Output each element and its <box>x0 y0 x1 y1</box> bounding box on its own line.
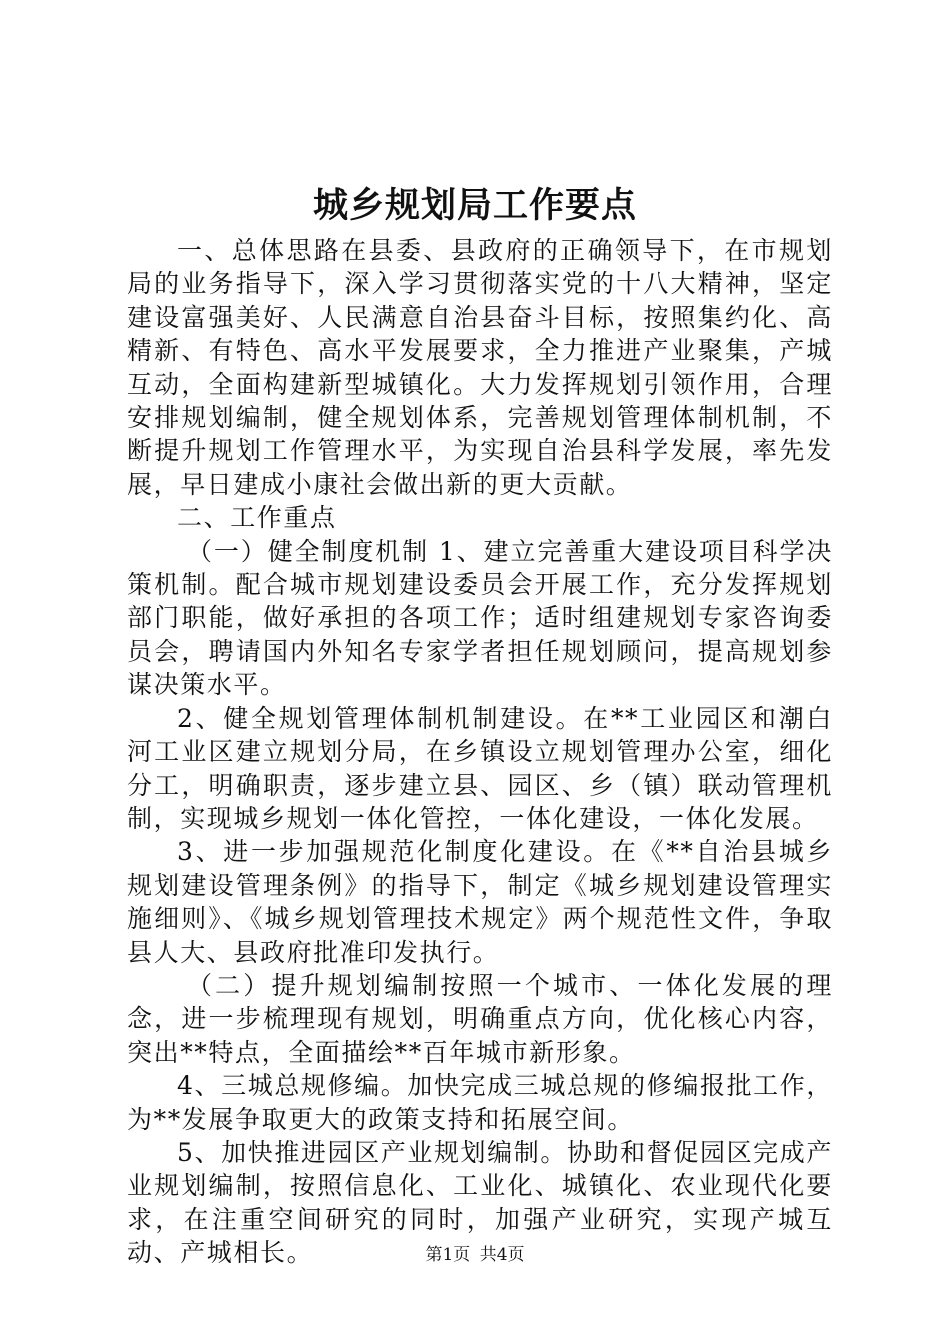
page-total: 共4页 <box>479 1245 525 1265</box>
paragraph-item-3: 3、进一步加强规范化制度化建设。在《**自治县城乡规划建设管理条例》的指导下，制定《城乡规划建设管理实施细则》、《城乡规划管理技术规定》两个规范性文件，争取县人大、县政府批准印发执行。 <box>127 837 833 967</box>
document-body <box>127 234 833 1270</box>
heading-work-focus: 二、工作重点 <box>177 503 337 533</box>
paragraph-section-2: （二）提升规划编制按照一个城市、一体化发展的理念，进一步梳理现有规划，明确重点方向，优化核心内容，突出**特点，全面描绘**百年城市新形象。 <box>127 970 833 1067</box>
paragraph-overall-approach: 一、总体思路在县委、县政府的正确领导下，在市规划局的业务指导下，深入学习贯彻落实党的十八大精神，坚定建设富强美好、人民满意自治县奋斗目标，按照集约化、高精新、有特色、高水平发展要求，全力推进产业聚集，产城互动，全面构建新型城镇化。大力发挥规划引领作用，合理安排规划编制，健全规划体系，完善规划管理体制机制，不断提升规划工作管理水平，为实现自治县科学发展，率先发展，早日建成小康社会做出新的更大贡献。 <box>127 236 833 499</box>
paragraph-item-4: 4、三城总规修编。加快完成三城总规的修编报批工作，为**发展争取更大的政策支持和拓展空间。 <box>127 1071 833 1134</box>
page-footer <box>0 1243 950 1267</box>
paragraph-item-5: 5、加快推进园区产业规划编制。协助和督促园区完成产业规划编制，按照信息化、工业化、城镇化、农业现代化要求，在注重空间研究的同时，加强产业研究，实现产城互动、产城相长。 <box>127 1137 833 1268</box>
document-title: 城乡规划局工作要点 <box>312 185 637 226</box>
paragraph-section-1: （一）健全制度机制 1、建立完善重大建设项目科学决策机制。配合城市规划建设委员会开展工作，充分发挥规划部门职能，做好承担的各项工作；适时组建规划专家咨询委员会，聘请国内外知名专家学者担任规划顾问，提高规划参谋决策水平。 <box>127 536 833 700</box>
paragraph-item-2: 2、健全规划管理体制机制建设。在**工业园区和潮白河工业区建立规划分局，在乡镇设立规划管理办公室，细化分工，明确职责，逐步建立县、园区、乡（镇）联动管理机制，实现城乡规划一体化管控，一体化建设，一体化发展。 <box>127 703 833 833</box>
page-number: 第1页 <box>425 1245 471 1265</box>
